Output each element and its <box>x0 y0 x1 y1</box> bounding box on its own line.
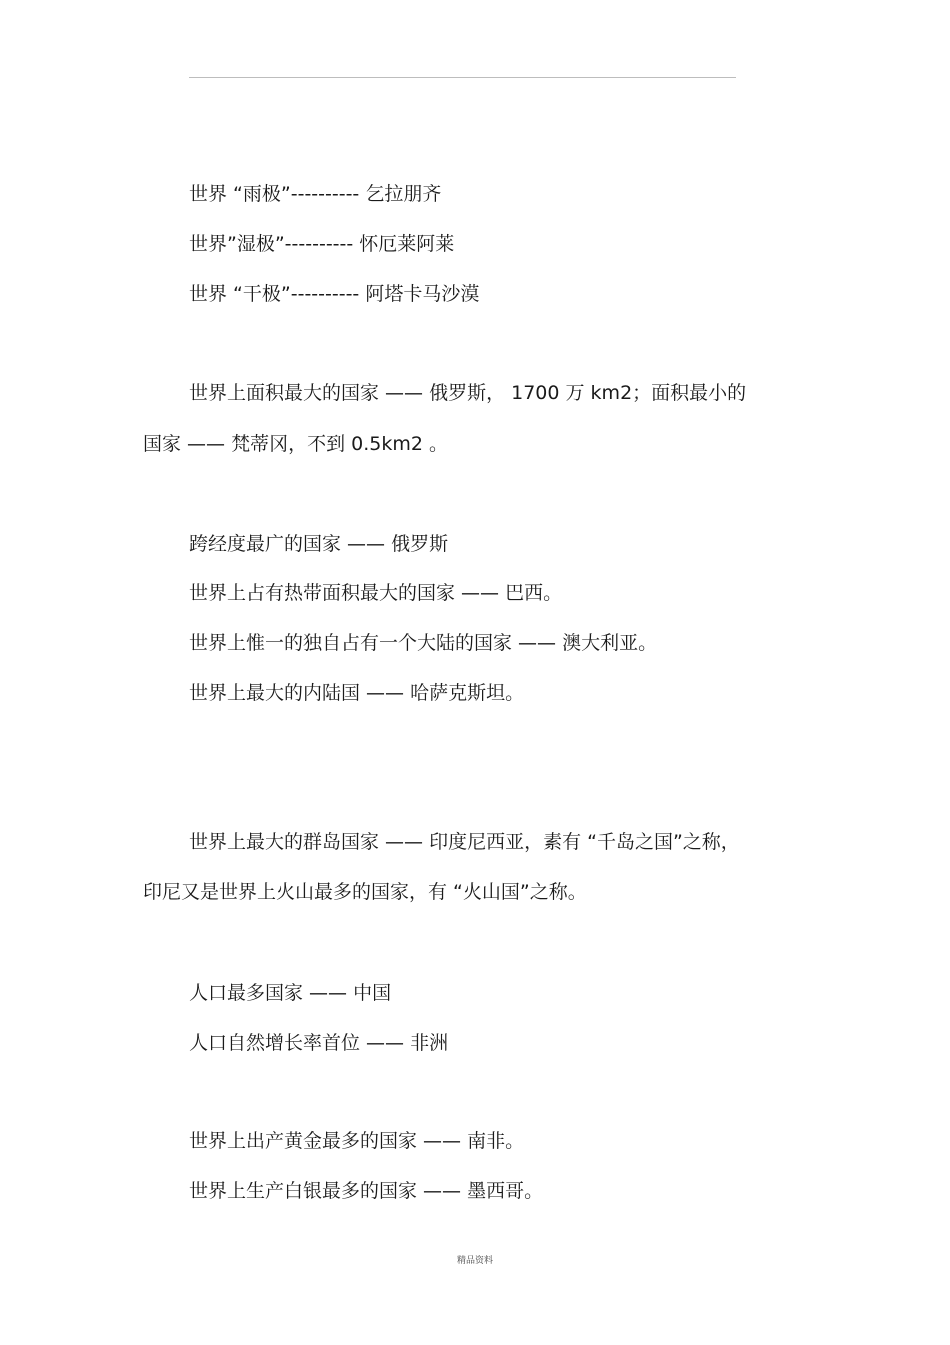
text-line-growth-rate: 人口自然增长率首位 —— 非洲 <box>189 1032 449 1054</box>
text-line-widest-longitude: 跨经度最广的国家 —— 俄罗斯 <box>189 533 449 555</box>
text-line-population: 人口最多国家 —— 中国 <box>189 982 392 1004</box>
text-line-tropical-area: 世界上占有热带面积最大的国家 —— 巴西。 <box>189 582 563 604</box>
header-rule <box>189 77 736 78</box>
text-line-continent-country: 世界上惟一的独自占有一个大陆的国家 —— 澳大利亚。 <box>189 632 658 654</box>
text-line-silver: 世界上生产白银最多的国家 —— 墨西哥。 <box>189 1180 544 1202</box>
text-line-rain-pole: 世界 “雨极”---------- 乞拉朋齐 <box>189 183 442 205</box>
text-line-volcano: 印尼又是世界上火山最多的国家，有 “火山国”之称。 <box>143 881 587 903</box>
text-line-smallest-country: 国家 —— 梵蒂冈，不到 0.5km2 。 <box>143 433 448 455</box>
page-footer: 精品资料 <box>456 1256 493 1266</box>
text-line-landlocked: 世界上最大的内陆国 —— 哈萨克斯坦。 <box>189 682 525 704</box>
text-line-wet-pole: 世界”湿极”---------- 怀厄莱阿莱 <box>189 233 455 255</box>
text-line-largest-country: 世界上面积最大的国家 —— 俄罗斯， 1700 万 km2；面积最小的 <box>189 382 747 404</box>
text-line-dry-pole: 世界 “干极”---------- 阿塔卡马沙漠 <box>189 283 480 305</box>
text-line-gold: 世界上出产黄金最多的国家 —— 南非。 <box>189 1130 525 1152</box>
text-line-archipelago: 世界上最大的群岛国家 —— 印度尼西亚，素有 “千岛之国”之称， <box>189 831 740 853</box>
